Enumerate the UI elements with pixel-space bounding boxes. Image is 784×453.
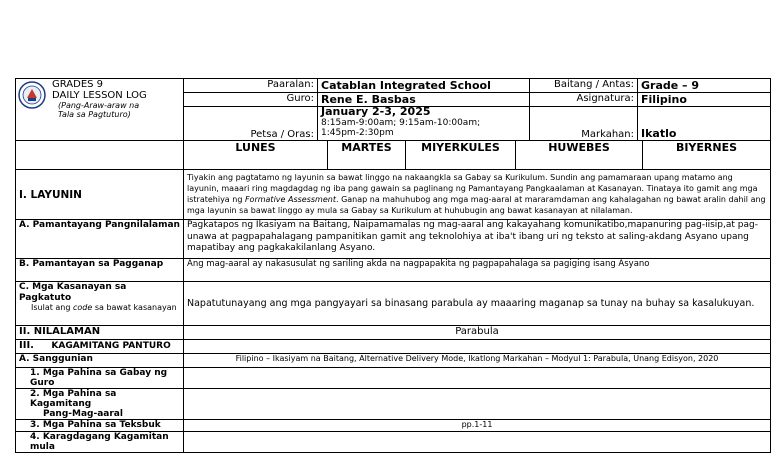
guro-label: Guro: [184, 93, 318, 107]
kagamitang-pang-mag-aaral-label [16, 389, 184, 420]
dll-label: DAILY LESSON LOG [52, 90, 147, 101]
paaralan-value: Catablan Integrated School [318, 79, 530, 93]
kagamitan-label-cell [16, 340, 184, 354]
nilalaman-text: Parabula [184, 326, 771, 340]
petsa-date: January 2-3, 2025 [321, 106, 431, 118]
baitang-label: Baitang / Antas: [530, 79, 638, 93]
kagamitan-num: III. [19, 340, 34, 351]
sanggunian-text: Filipino – Ikasiyam na Baitang, Alternative Delivery Mode, Ikatlong Markahan – Modyul 1: Parabula, Unang Edisyon, 2020 [184, 354, 771, 368]
petsa-value [318, 107, 530, 141]
lesson-body-table [15, 140, 771, 453]
dll-sub1: (Pang-Araw-araw na [58, 101, 140, 110]
layunin-title: I. LAYUNIN [16, 170, 184, 220]
daily-lesson-log-table [15, 78, 771, 141]
kagamitan-label: KAGAMITANG PANTURO [51, 341, 171, 351]
asignatura-label: Asignatura: [530, 93, 638, 107]
kasanayan-sub-a: Isulat ang [31, 303, 73, 312]
kagamitang-pang-mag-aaral-value [184, 389, 771, 420]
kasanayan-sub-em: code [73, 303, 93, 312]
teksbuk-label: 3. Mga Pahina sa Teksbuk [16, 420, 184, 432]
sanggunian-label: A. Sanggunian [16, 354, 184, 368]
karagdagang-kagamitan-label: 4. Karagdagang Kagamitan mula [16, 432, 184, 453]
teksbuk-value: pp.1-11 [184, 420, 771, 432]
pamantayan-pagganap-text: Ang mag-aaral ay nakasusulat ng sariling akda na nagpapakita ng pagpapahalaga sa pagiging isang Asyano [184, 259, 771, 282]
asignatura-value: Filipino [638, 93, 771, 107]
day-miyerkules: MIYERKULES [406, 141, 516, 170]
r2-label-b: Pang-Mag-aaral [43, 409, 123, 419]
kasanayan-sub [19, 303, 177, 314]
r2-label-a: 2. Mga Pahina sa Kagamitang [30, 389, 117, 409]
day-huwebes: HUWEBES [516, 141, 643, 170]
grade-label: GRADES 9 [52, 79, 104, 90]
day-biyernes: BIYERNES [643, 141, 771, 170]
petsa-time1: 8:15am-9:00am; 9:15am-10:00am; [321, 118, 481, 128]
day-lunes: LUNES [184, 141, 328, 170]
layunin-text [184, 170, 771, 220]
nilalaman-label: II. NILALAMAN [16, 326, 184, 340]
gabay-guro-value [184, 368, 771, 389]
petsa-label: Petsa / Oras: [184, 107, 318, 141]
layunin-text-a: Tiyakin ang pagtatamo ng layunin sa bawat linggo na nakaangkla sa Gabay sa Kurikulum. Sundin ang pamamaraan upang matamo ang layunin, maaari ring magdagdag ng iba pang gawain sa paglinang ng Pamantayang Pangkaalaman at Kasanayan. Tinataya ito gamit ang mga istratehiya ng [187, 173, 758, 204]
gabay-guro-label: 1. Mga Pahina sa Gabay ng Guro [16, 368, 184, 389]
layunin-text-b: . Ganap na mahuhubog ang mga mag-aaral at mararamdaman ang kahalagahan ng bawat aralin dahil ang mga layunin sa bawat linggo ay mula sa Gabay sa Kurikulum at huhubugin ang bawat kasanayan at nilalaman. [187, 195, 766, 215]
karagdagang-kagamitan-value [184, 432, 771, 453]
markahan-value: Ikatlo [638, 107, 771, 141]
petsa-time2: 1:45pm-2:30pm [321, 128, 394, 138]
kasanayan-text: Napatutunayang ang mga pangyayari sa binasang parabula ay maaaring maganap sa tunay na buhay sa kasalukuyan. [184, 282, 771, 326]
pamantayang-pangnilalaman-text: Pagkatapos ng Ikasiyam na Baitang, Naipamamalas ng mag-aaral ang kakayahang komunikatibo,mapanuring pag-iisip,at pag-unawa at pagpapahalagang pampanitikan gamit ang teknolohiya at iba't ibang uri ng teksto at saling-akdang Asyano upang mapatibay ang pagkakakilanlang Asyano. [184, 220, 771, 259]
pamantayan-pagganap-label: B. Pamantayan sa Pagganap [16, 259, 184, 282]
pamantayang-pangnilalaman-label: A. Pamantayang Pangnilalaman [16, 220, 184, 259]
baitang-value: Grade – 9 [638, 79, 771, 93]
day-martes: MARTES [328, 141, 406, 170]
markahan-label: Markahan: [530, 107, 638, 141]
guro-value: Rene E. Basbas [318, 93, 530, 107]
dll-sub2: Tala sa Pagtuturo) [58, 110, 131, 119]
layunin-text-em: Formative Assessment [244, 195, 336, 204]
grade-header-block [16, 79, 184, 141]
days-blank-cell [16, 141, 184, 170]
paaralan-label: Paaralan: [184, 79, 318, 93]
kasanayan-label-cell [16, 282, 184, 326]
kagamitan-blank [184, 340, 771, 354]
kasanayan-label: C. Mga Kasanayan sa Pagkatuto [19, 282, 127, 303]
kasanayan-sub-b: sa bawat kasanayan [92, 303, 177, 312]
